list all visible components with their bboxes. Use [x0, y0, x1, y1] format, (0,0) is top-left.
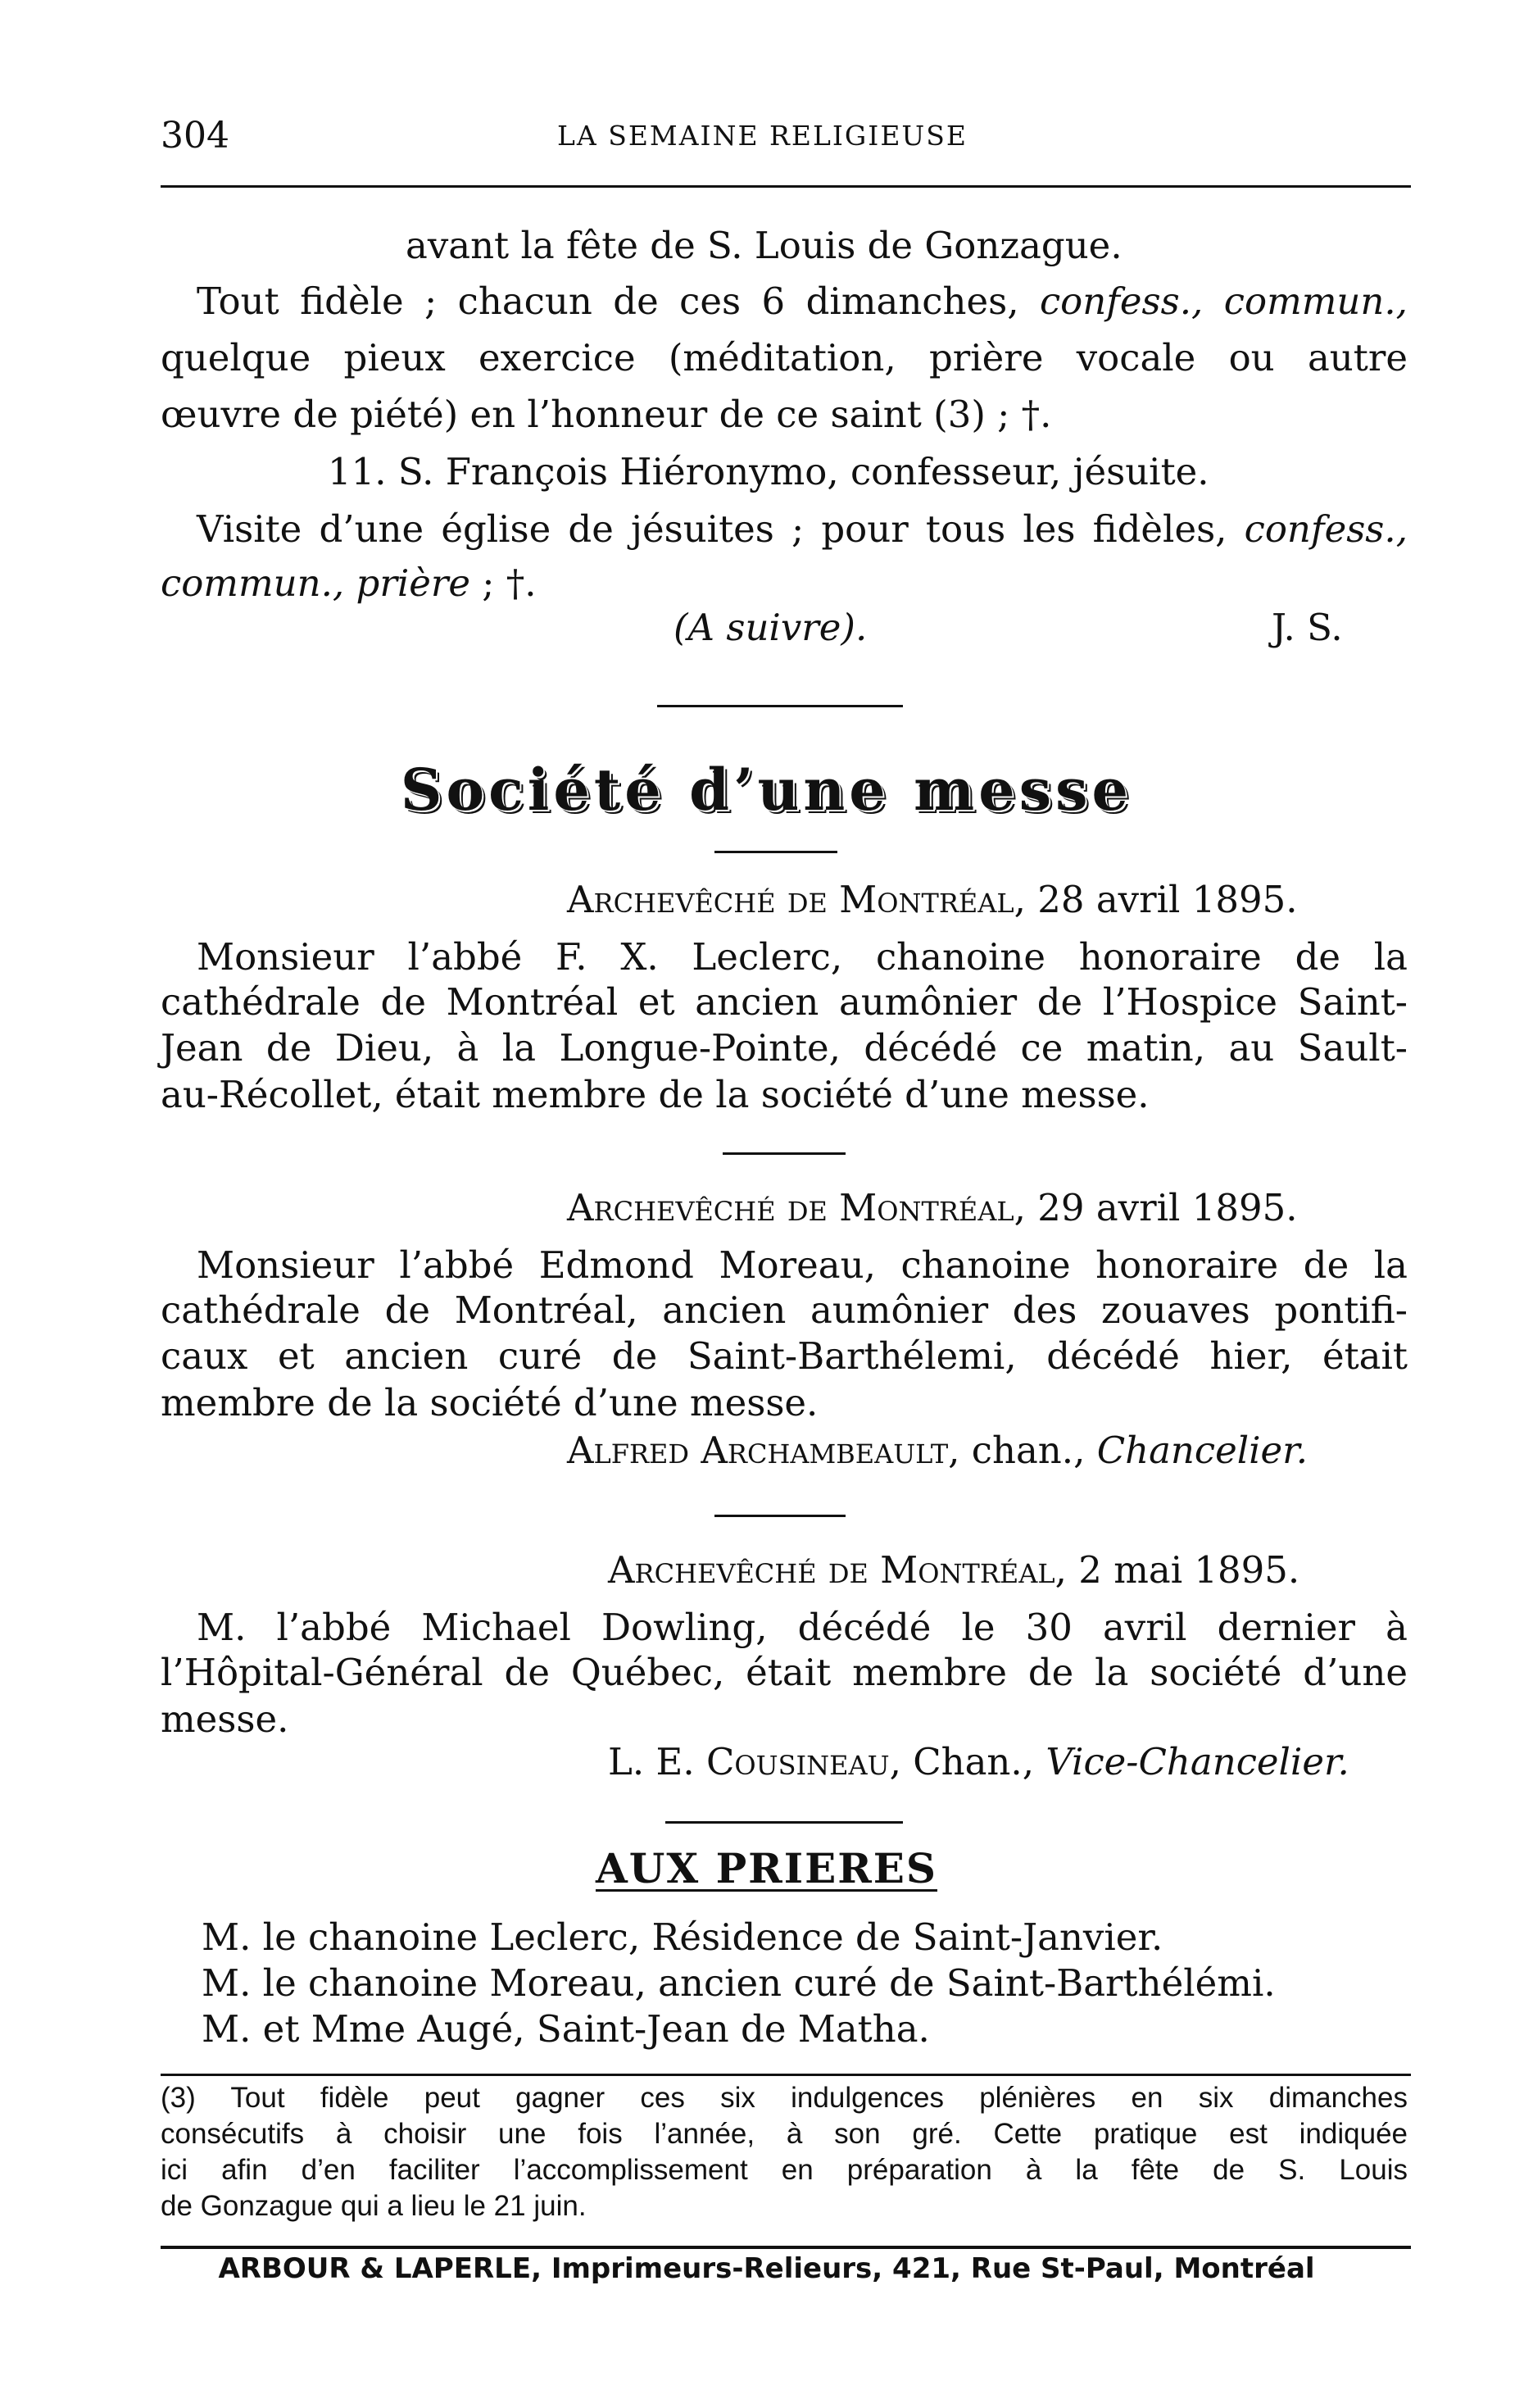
- text-line: Tout fidèle ; chacun de ces 6 dimanches, confess., commun.,: [197, 279, 1408, 323]
- signature: Alfred Archambeault, chan., Chancelier.: [567, 1429, 1308, 1472]
- divider: [714, 851, 837, 853]
- header-rule: [161, 185, 1411, 188]
- section-title: Société d’une messe: [400, 756, 1133, 824]
- text-line: membre de la société d’une messe.: [161, 1381, 819, 1424]
- a-suivre: (A suivre).: [674, 606, 868, 649]
- text-line: Jean de Dieu, à la Longue-Pointe, décédé ce matin, au Sault-: [161, 1026, 1408, 1070]
- text-line: Monsieur l’abbé Edmond Moreau, chanoine honoraire de la: [197, 1243, 1408, 1287]
- text-line: avant la fête de S. Louis de Gonzague.: [406, 224, 1123, 267]
- imprint-rule: [161, 2246, 1411, 2249]
- text-line: caux et ancien curé de Saint-Barthélemi, décédé hier, était: [161, 1334, 1408, 1378]
- initials: J. S.: [1272, 606, 1343, 649]
- text-line: cathédrale de Montréal et ancien aumônier de l’Hospice Saint-: [161, 980, 1408, 1024]
- prayer-item: M. le chanoine Moreau, ancien curé de Saint-Barthélémi.: [202, 1961, 1276, 2005]
- text-line: au-Récollet, était membre de la société d’une messe.: [161, 1073, 1150, 1116]
- prayer-item: M. le chanoine Leclerc, Résidence de Saint-Janvier.: [202, 1915, 1163, 1959]
- divider: [714, 1515, 846, 1517]
- dateline: Archevêché de Montréal, 2 mai 1895.: [608, 1548, 1300, 1592]
- prayers-title: AUX PRIERES: [595, 1844, 938, 1892]
- saint-entry: 11. S. François Hiéronymo, confesseur, jésuite.: [328, 450, 1209, 493]
- text-line: l’Hôpital-Général de Québec, était membre de la société d’une: [161, 1651, 1408, 1694]
- text-line: messe.: [161, 1697, 289, 1741]
- page-number: 304: [161, 115, 229, 157]
- text-line: quelque pieux exercice (méditation, prière vocale ou autre: [161, 336, 1408, 379]
- dateline: Archevêché de Montréal, 28 avril 1895.: [567, 878, 1298, 921]
- footnote-line: ici afin d’en faciliter l’accomplissement en préparation à la fête de S. Louis: [161, 2154, 1408, 2186]
- footnote-rule: [161, 2074, 1411, 2076]
- divider: [657, 705, 903, 707]
- text-line: cathédrale de Montréal, ancien aumônier des zouaves pontifi-: [161, 1288, 1408, 1332]
- text-line: Monsieur l’abbé F. X. Leclerc, chanoine honoraire de la: [197, 935, 1408, 979]
- footnote-line: consécutifs à choisir une fois l’année, à son gré. Cette pratique est indiquée: [161, 2118, 1408, 2150]
- divider: [723, 1152, 846, 1155]
- text-line: Visite d’une église de jésuites ; pour tous les fidèles, confess.,: [197, 507, 1408, 551]
- footnote-line: de Gonzague qui a lieu le 21 juin.: [161, 2190, 587, 2222]
- divider: [665, 1821, 903, 1824]
- signature: L. E. Cousineau, Chan., Vice-Chancelier.: [608, 1740, 1349, 1783]
- footnote-line: (3) Tout fidèle peut gagner ces six indulgences plénières en six dimanches: [161, 2082, 1408, 2114]
- prayer-item: M. et Mme Augé, Saint-Jean de Matha.: [202, 2007, 930, 2051]
- text-line: œuvre de piété) en l’honneur de ce saint (3) ; †.: [161, 393, 1052, 436]
- text-line: M. l’abbé Michael Dowling, décédé le 30 avril dernier à: [197, 1606, 1408, 1649]
- dateline: Archevêché de Montréal, 29 avril 1895.: [567, 1186, 1298, 1229]
- imprint: ARBOUR & LAPERLE, Imprimeurs-Relieurs, 421, Rue St-Paul, Montréal: [218, 2252, 1315, 2285]
- text-line: commun., prière ; †.: [161, 561, 537, 605]
- running-title: LA SEMAINE RELIGIEUSE: [557, 120, 968, 152]
